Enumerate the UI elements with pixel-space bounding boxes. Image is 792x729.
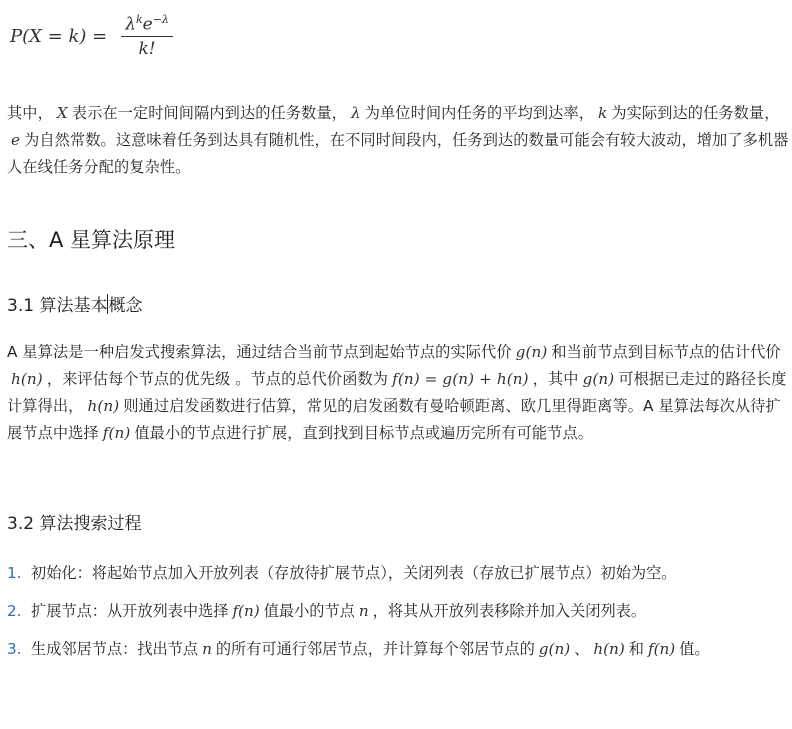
subsection-title-concept[interactable]: 3.1 算法基本概念	[7, 296, 143, 316]
list-marker: 2.	[7, 602, 22, 620]
poisson-formula	[10, 8, 173, 64]
paragraph-poisson-explanation: 其中， X 表示在一定时间间隔内到达的任务数量， λ 为单位时间内任务的平均到达率， k 为实际到达的任务数量，e 为自然常数。这意味着任务到达具有随机性，在不同时间段内，任务到达的数量可能会有较大波动，增加了多机器人在线任务分配的复杂性。	[7, 104, 789, 176]
list-item: 3. 生成邻居节点：找出节点 n 的所有可通行邻居节点，并计算每个邻居节点的 g(n) 、 h(n) 和 f(n) 值。	[7, 634, 789, 664]
list-marker: 3.	[7, 640, 22, 658]
subsection-title-search-process: 3.2 算法搜索过程	[7, 514, 142, 534]
formula-numerator: $\lambda^ke^{-\lambda}$	[125, 12, 169, 35]
paragraph-astar-concept: A 星算法是一种启发式搜索算法，通过结合当前节点到起始节点的实际代价 g(n) 和当前节点到目标节点的估计代价h(n) ，来评估每个节点的优先级 。节点的总代价函数为 f(n) = g(n) + h(n) ，其中 g(n) 可根据已走过的路径长度计算得出， h(n) 则通过启发函数进行估算，常见的启发函数有曼哈顿距离、欧几里得距离等。A 星算法每次从待扩展节点中选择 f(n) 值最小的节点进行扩展，直到找到目标节点或遍历完所有可能节点。	[7, 343, 787, 442]
search-steps-list	[7, 558, 789, 672]
formula-lhs: P(X = k) =	[10, 25, 108, 47]
list-item: 2. 扩展节点：从开放列表中选择 f(n) 值最小的节点 n ，将其从开放列表移除并加入关闭列表。	[7, 596, 789, 626]
formula-fraction	[121, 13, 173, 60]
list-marker: 1.	[7, 564, 22, 582]
section-title: 三、A 星算法原理	[7, 228, 176, 252]
list-item: 1. 初始化：将起始节点加入开放列表（存放待扩展节点），关闭列表（存放已扩展节点）初始为空。	[7, 558, 789, 588]
formula-denominator: k!	[138, 39, 156, 60]
